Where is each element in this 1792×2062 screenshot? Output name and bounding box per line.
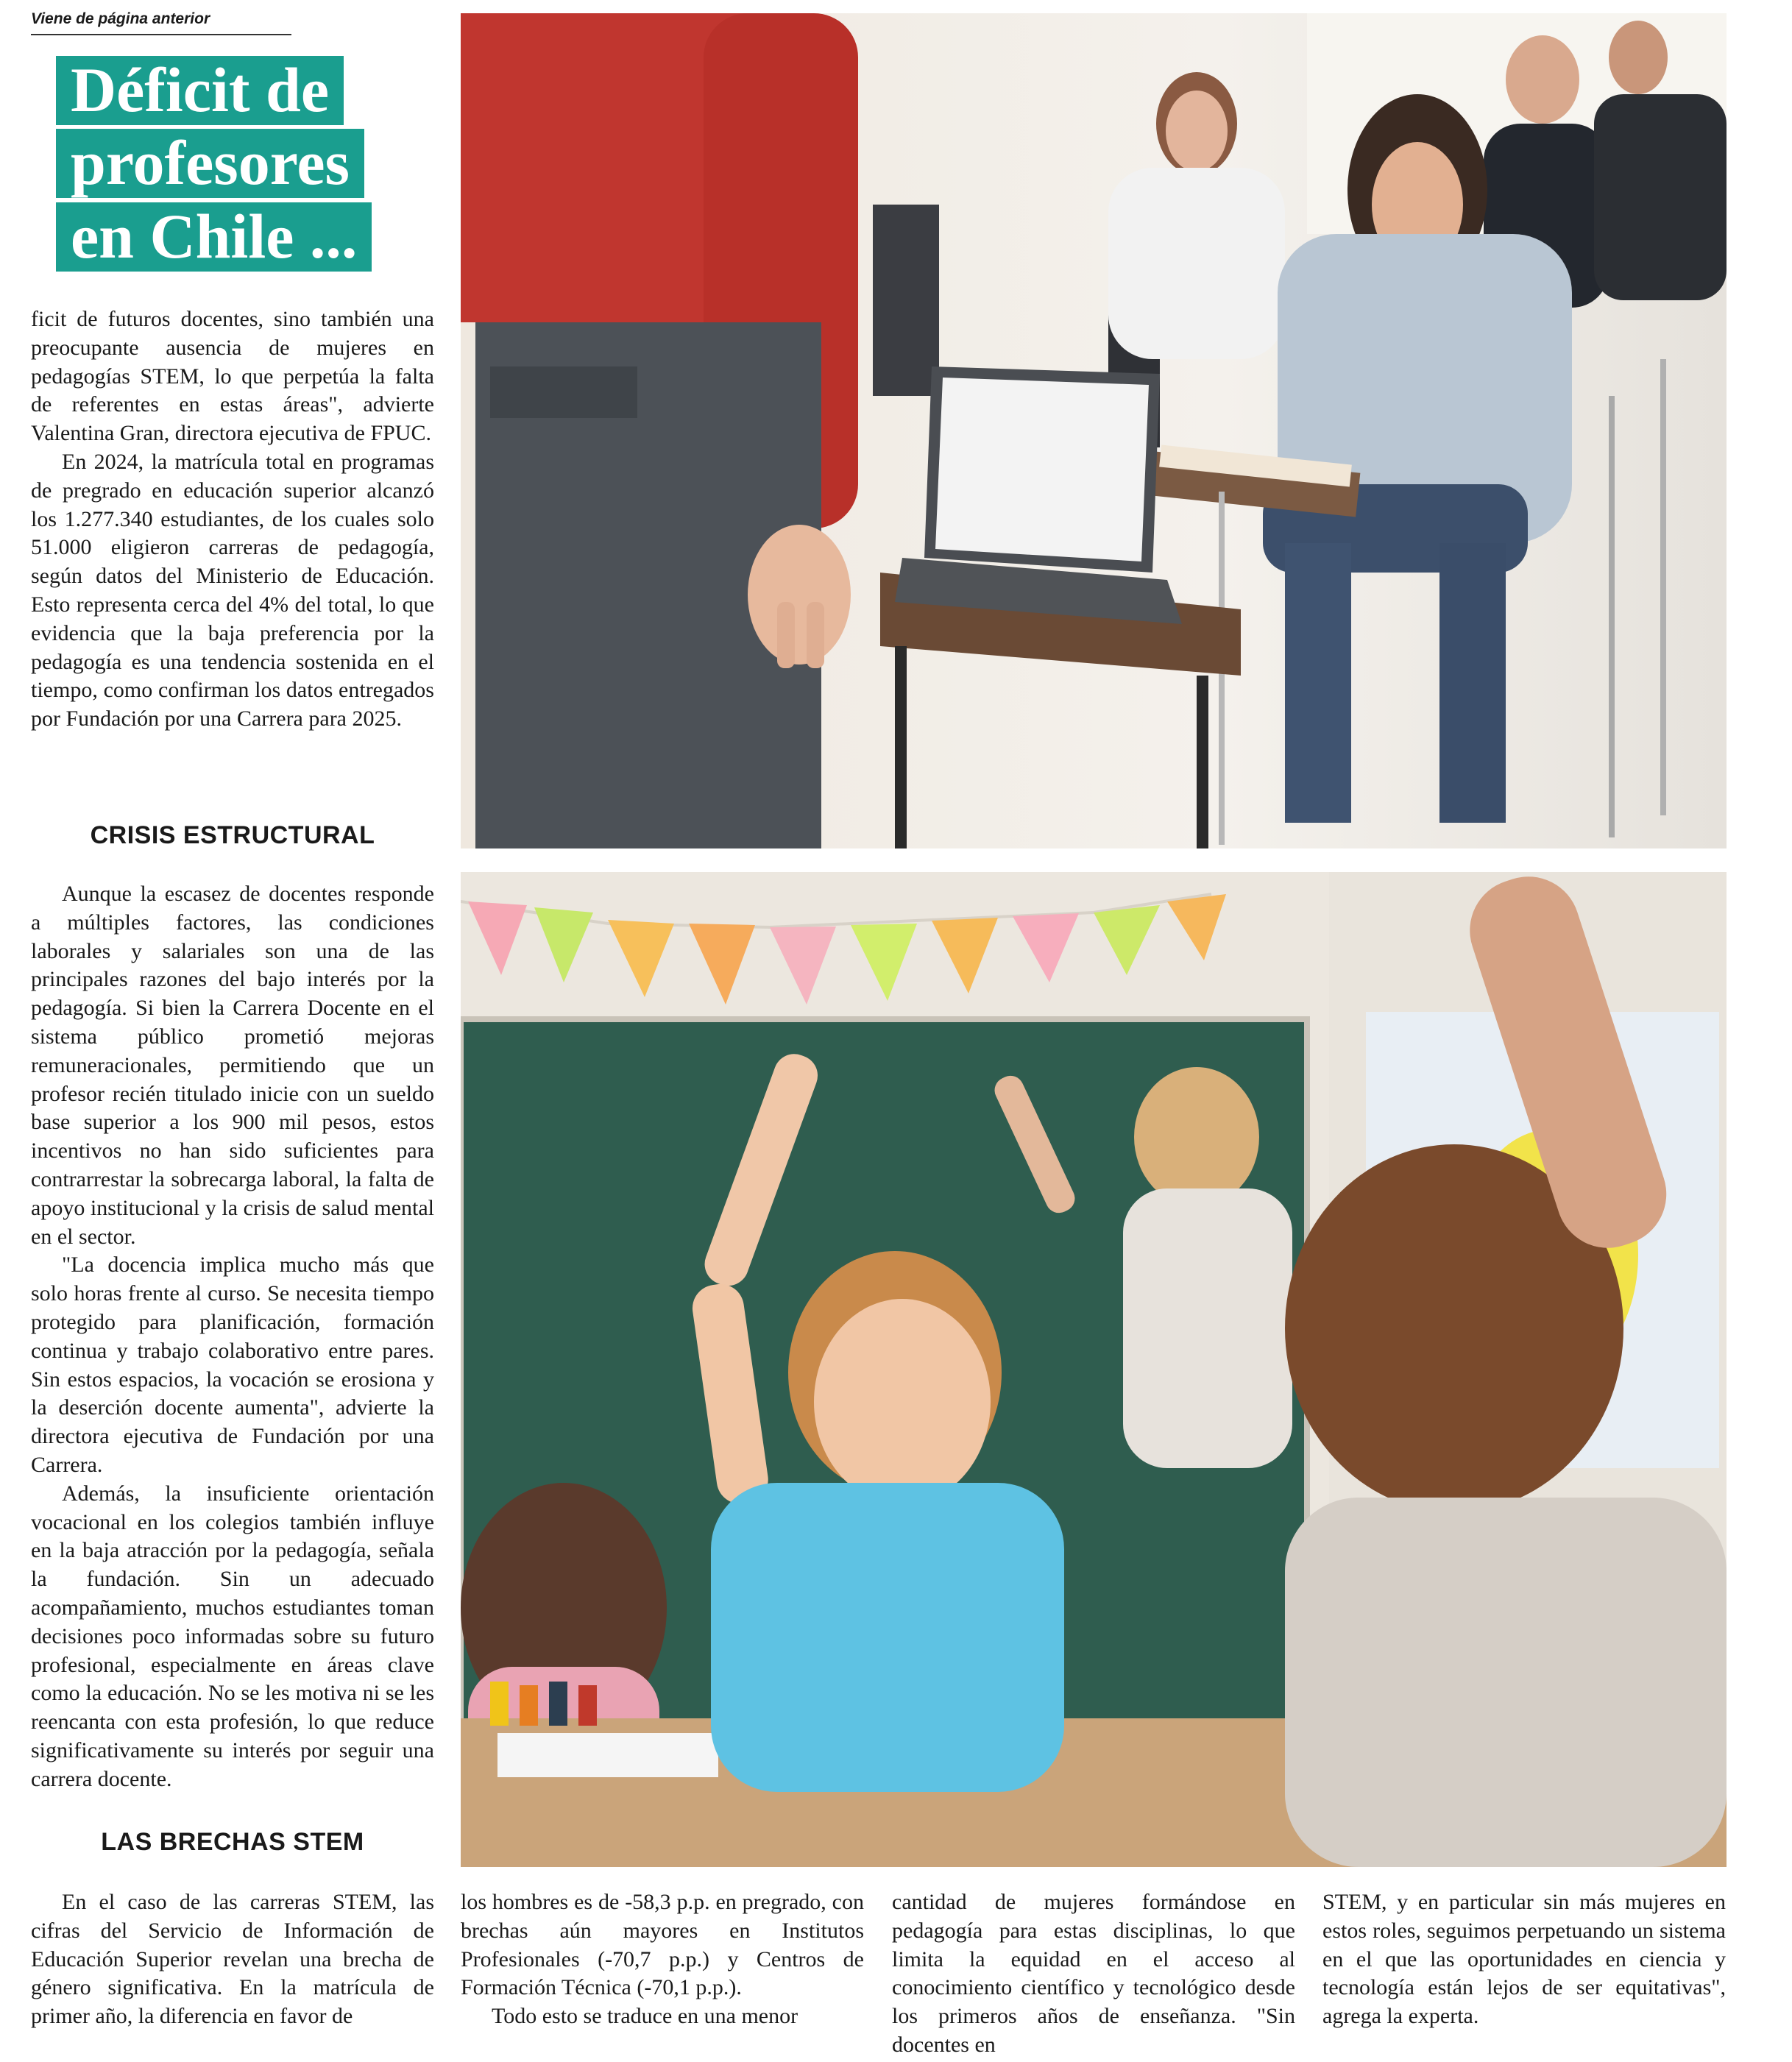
crisis-paragraph-1: Aunque la escasez de docentes responde a múltiples factores, las condiciones laborales y salariales son una de las principales razones del bajo interés por la pedagogía. Si bien la Carrera Docente en el sistema público prometió mejoras remuneracionales, permitiendo que un profesor recién titulado inicie con un sueldo base superior a los 900 mil pesos, estos incentivos no han sido suficientes para contrarrestar la sobrecarga laboral, la falta de apoyo institucional y la crisis de salud mental en el sector. — [31, 882, 434, 1249]
bottom-column-2 — [461, 1888, 864, 2031]
crisis-column — [31, 880, 434, 1794]
children-classroom-illustration — [461, 872, 1727, 1867]
classroom-adults-illustration — [461, 13, 1727, 848]
section-heading-crisis: CRISIS ESTRUCTURAL — [90, 821, 375, 849]
intro-column — [31, 305, 434, 734]
intro-paragraph-1: ficit de futuros docentes, sino también una preocupante ausencia de mujeres en pedagogías STEM, lo que perpetúa la falta de referentes en estas áreas", advierte Valentina Gran, directora ejecutiva de FPUC. — [31, 307, 434, 446]
bottom-col2-paragraph-2: Todo esto se traduce en una menor — [492, 2004, 798, 2029]
kicker: Viene de página anterior — [31, 10, 291, 35]
bottom-column-4 — [1322, 1888, 1726, 2031]
headline-line-2: profesores — [56, 129, 364, 198]
headline-line-1: Déficit de — [56, 56, 344, 125]
crisis-paragraph-3: Además, la insuficiente orientación vocacional en los colegios también influye en la baja atracción por la pedagogía, señala la fundación. Sin un adecuado acompañamiento, muchos estudiantes toman decisiones poco informadas sobre su futuro profesional, especialmente en áreas clave como la educación. No se les motiva ni se les reencanta con esta profesión, lo que reduce significativamente su interés por seguir una carrera docente. — [31, 1481, 434, 1791]
children-classroom-photo — [461, 872, 1727, 1867]
headline-line-3: en Chile ... — [56, 202, 372, 272]
section-heading-stem: LAS BRECHAS STEM — [101, 1828, 364, 1856]
bottom-col2-paragraph-1: los hombres es de -58,3 p.p. en pregrado, con brechas aún mayores en Institutos Profesionales (-70,7 p.p.) y Centros de Formación Técnica (-70,1 p.p.). — [461, 1890, 864, 2000]
classroom-adults-photo — [461, 13, 1727, 848]
bottom-col3-paragraph-1: cantidad de mujeres formándose en pedagogía para estas disciplinas, lo que limita la equidad en el acceso al conocimiento científico y tecnológico desde los primeros años de enseñanza. "Sin docentes en — [892, 1890, 1295, 2057]
stem-paragraph-1: En el caso de las carreras STEM, las cifras del Servicio de Información de Educación Superior revelan una brecha de género significativa. En la matrícula de primer año, la diferencia en favor de — [31, 1890, 434, 2029]
intro-paragraph-2: En 2024, la matrícula total en programas de pregrado en educación superior alcanzó los 1.277.340 estudiantes, de los cuales solo 51.000 eligieron carreras de pedagogía, según datos del Ministerio de Educación. Esto representa cerca del 4% del total, lo que evidencia que la baja preferencia por la pedagogía es una tendencia sostenida en el tiempo, como confirman los datos entregados por Fundación por una Carrera para 2025. — [31, 449, 434, 731]
stem-column — [31, 1888, 434, 2031]
bottom-col4-paragraph-1: STEM, y en particular sin más mujeres en estos roles, seguimos perpetuando un sistema en el que las oportunidades en ciencia y tecnología están lejos de ser equitativas", agrega la experta. — [1322, 1890, 1726, 2029]
bottom-column-3 — [892, 1888, 1295, 2060]
crisis-paragraph-2: "La docencia implica mucho más que solo horas frente al curso. Se necesita tiempo protegido para planificación, formación continua y trabajo colaborativo entre pares. Sin estos espacios, la vocación se erosiona y la deserción docente aumenta", advierte la directora ejecutiva de Fundación por una Carrera. — [31, 1253, 434, 1477]
